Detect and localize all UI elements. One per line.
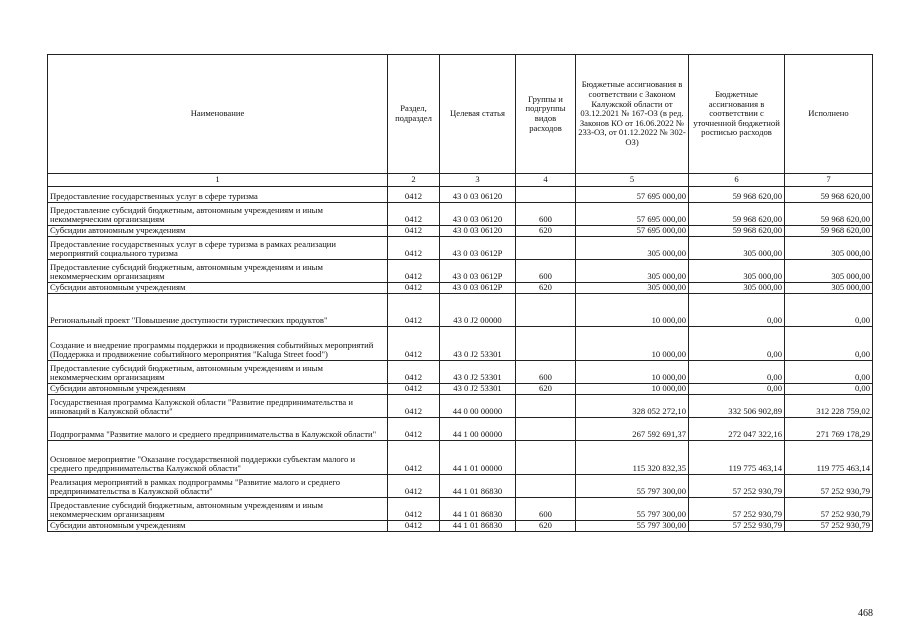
row-section: 0412 [388, 327, 440, 361]
row-law-amount: 10 000,00 [576, 294, 689, 327]
row-refined-amount: 0,00 [689, 384, 785, 395]
table-row [48, 498, 873, 521]
row-executed-amount: 0,00 [785, 361, 873, 384]
row-target: 43 0 03 0612Р [440, 260, 516, 283]
row-section: 0412 [388, 203, 440, 226]
row-law-amount: 267 592 691,37 [576, 418, 689, 441]
table-body [48, 187, 873, 532]
row-name: Субсидии автономным учреждениям [48, 226, 388, 237]
row-target: 44 1 01 86830 [440, 498, 516, 521]
row-law-amount: 57 695 000,00 [576, 187, 689, 203]
row-law-amount: 55 797 300,00 [576, 521, 689, 532]
row-name: Субсидии автономным учреждениям [48, 521, 388, 532]
row-section: 0412 [388, 395, 440, 418]
row-refined-amount: 305 000,00 [689, 260, 785, 283]
col-number: 6 [689, 174, 785, 187]
row-law-amount: 57 695 000,00 [576, 203, 689, 226]
row-refined-amount: 59 968 620,00 [689, 187, 785, 203]
row-section: 0412 [388, 294, 440, 327]
row-group [516, 187, 576, 203]
col-number: 1 [48, 174, 388, 187]
page-number: 468 [858, 608, 873, 619]
row-executed-amount: 305 000,00 [785, 283, 873, 294]
row-target: 44 1 01 86830 [440, 475, 516, 498]
row-group: 600 [516, 361, 576, 384]
row-name: Предоставление государственных услуг в сфере туризма [48, 187, 388, 203]
table-row [48, 441, 873, 475]
row-group [516, 327, 576, 361]
row-group: 600 [516, 203, 576, 226]
col-header-law: Бюджетные ассигнования в соответствии с Законом Калужской области от 03.12.2021 № 167-ОЗ (в ред. Законов КО от 16.06.2022 № 233-ОЗ, от 01.12.2022 № 302-ОЗ) [576, 55, 689, 174]
col-number: 5 [576, 174, 689, 187]
row-name: Предоставление государственных услуг в сфере туризма в рамках реализации мероприятий социального туризма [48, 237, 388, 260]
col-header-group: Группы и подгруппы видов расходов [516, 55, 576, 174]
row-section: 0412 [388, 260, 440, 283]
row-name: Создание и внедрение программы поддержки и продвижения событийных мероприятий (Поддержка и продвижение событийного мероприятия "Kaluga Street food") [48, 327, 388, 361]
row-law-amount: 55 797 300,00 [576, 475, 689, 498]
row-refined-amount: 59 968 620,00 [689, 203, 785, 226]
row-refined-amount: 59 968 620,00 [689, 226, 785, 237]
row-executed-amount: 59 968 620,00 [785, 203, 873, 226]
row-law-amount: 305 000,00 [576, 283, 689, 294]
row-name: Субсидии автономным учреждениям [48, 283, 388, 294]
row-target: 44 1 00 00000 [440, 418, 516, 441]
row-target: 44 1 01 86830 [440, 521, 516, 532]
table-row [48, 521, 873, 532]
row-law-amount: 55 797 300,00 [576, 498, 689, 521]
row-name: Основное мероприятие "Оказание государственной поддержки субъектам малого и среднего предпринимательства Калужской области" [48, 441, 388, 475]
row-target: 43 0 03 0612Р [440, 237, 516, 260]
table-row [48, 203, 873, 226]
row-target: 43 0 03 06120 [440, 203, 516, 226]
row-target: 43 0 03 06120 [440, 226, 516, 237]
col-number: 4 [516, 174, 576, 187]
col-header-executed: Исполнено [785, 55, 873, 174]
row-law-amount: 10 000,00 [576, 327, 689, 361]
row-refined-amount: 119 775 463,14 [689, 441, 785, 475]
table-row [48, 384, 873, 395]
row-refined-amount: 305 000,00 [689, 283, 785, 294]
col-number: 2 [388, 174, 440, 187]
col-number: 7 [785, 174, 873, 187]
row-group: 620 [516, 384, 576, 395]
header-row [48, 55, 873, 174]
col-header-name: Наименование [48, 55, 388, 174]
row-group [516, 237, 576, 260]
row-executed-amount: 57 252 930,79 [785, 498, 873, 521]
row-name: Предоставление субсидий бюджетным, автономным учреждениям и иным некоммерческим организациям [48, 260, 388, 283]
row-group [516, 418, 576, 441]
row-section: 0412 [388, 283, 440, 294]
row-executed-amount: 0,00 [785, 327, 873, 361]
row-section: 0412 [388, 187, 440, 203]
table-row [48, 418, 873, 441]
row-name: Государственная программа Калужской области "Развитие предпринимательства и инноваций в Калужской области" [48, 395, 388, 418]
row-target: 43 0 03 06120 [440, 187, 516, 203]
col-header-refined: Бюджетные ассигнования в соответствии с уточненной бюджетной росписью расходов [689, 55, 785, 174]
row-group: 620 [516, 226, 576, 237]
row-executed-amount: 305 000,00 [785, 237, 873, 260]
row-group [516, 475, 576, 498]
row-name: Подпрограмма "Развитие малого и среднего предпринимательства в Калужской области" [48, 418, 388, 441]
row-law-amount: 57 695 000,00 [576, 226, 689, 237]
row-refined-amount: 272 047 322,16 [689, 418, 785, 441]
table-row [48, 294, 873, 327]
row-name: Предоставление субсидий бюджетным, автономным учреждениям и иным некоммерческим организациям [48, 203, 388, 226]
row-executed-amount: 59 968 620,00 [785, 187, 873, 203]
row-law-amount: 305 000,00 [576, 260, 689, 283]
row-group: 600 [516, 498, 576, 521]
row-executed-amount: 271 769 178,29 [785, 418, 873, 441]
table-row [48, 361, 873, 384]
table-row [48, 237, 873, 260]
row-refined-amount: 0,00 [689, 294, 785, 327]
table-row [48, 283, 873, 294]
table-row [48, 327, 873, 361]
row-group: 620 [516, 521, 576, 532]
table-row [48, 226, 873, 237]
row-group: 600 [516, 260, 576, 283]
table-row [48, 187, 873, 203]
row-law-amount: 10 000,00 [576, 384, 689, 395]
row-executed-amount: 57 252 930,79 [785, 521, 873, 532]
row-law-amount: 328 052 272,10 [576, 395, 689, 418]
col-number: 3 [440, 174, 516, 187]
row-executed-amount: 305 000,00 [785, 260, 873, 283]
row-section: 0412 [388, 498, 440, 521]
row-name: Реализация мероприятий в рамках подпрограммы "Развитие малого и среднего предпринимательства в Калужской области" [48, 475, 388, 498]
row-target: 43 0 03 0612Р [440, 283, 516, 294]
row-law-amount: 115 320 832,35 [576, 441, 689, 475]
row-target: 44 1 01 00000 [440, 441, 516, 475]
row-executed-amount: 119 775 463,14 [785, 441, 873, 475]
row-name: Региональный проект "Повышение доступности туристических продуктов" [48, 294, 388, 327]
row-target: 43 0 J2 53301 [440, 327, 516, 361]
row-group: 620 [516, 283, 576, 294]
row-executed-amount: 312 228 759,02 [785, 395, 873, 418]
row-executed-amount: 59 968 620,00 [785, 226, 873, 237]
row-section: 0412 [388, 521, 440, 532]
row-section: 0412 [388, 475, 440, 498]
table-row [48, 260, 873, 283]
row-name: Предоставление субсидий бюджетным, автономным учреждениям и иным некоммерческим организациям [48, 361, 388, 384]
row-target: 43 0 J2 00000 [440, 294, 516, 327]
column-number-row [48, 174, 873, 187]
row-group [516, 441, 576, 475]
row-refined-amount: 0,00 [689, 361, 785, 384]
row-law-amount: 305 000,00 [576, 237, 689, 260]
row-target: 43 0 J2 53301 [440, 384, 516, 395]
table-row [48, 475, 873, 498]
row-target: 44 0 00 00000 [440, 395, 516, 418]
row-section: 0412 [388, 441, 440, 475]
row-name: Предоставление субсидий бюджетным, автономным учреждениям и иным некоммерческим организациям [48, 498, 388, 521]
row-section: 0412 [388, 361, 440, 384]
table-row [48, 395, 873, 418]
row-group [516, 294, 576, 327]
row-section: 0412 [388, 384, 440, 395]
row-executed-amount: 0,00 [785, 384, 873, 395]
col-header-section: Раздел, подраздел [388, 55, 440, 174]
row-section: 0412 [388, 237, 440, 260]
row-group [516, 395, 576, 418]
row-refined-amount: 57 252 930,79 [689, 475, 785, 498]
row-refined-amount: 332 506 902,89 [689, 395, 785, 418]
row-refined-amount: 305 000,00 [689, 237, 785, 260]
row-target: 43 0 J2 53301 [440, 361, 516, 384]
row-refined-amount: 57 252 930,79 [689, 521, 785, 532]
row-law-amount: 10 000,00 [576, 361, 689, 384]
row-refined-amount: 57 252 930,79 [689, 498, 785, 521]
row-name: Субсидии автономным учреждениям [48, 384, 388, 395]
budget-table [47, 54, 873, 532]
row-refined-amount: 0,00 [689, 327, 785, 361]
row-section: 0412 [388, 226, 440, 237]
row-section: 0412 [388, 418, 440, 441]
row-executed-amount: 57 252 930,79 [785, 475, 873, 498]
row-executed-amount: 0,00 [785, 294, 873, 327]
col-header-target: Целевая статья [440, 55, 516, 174]
